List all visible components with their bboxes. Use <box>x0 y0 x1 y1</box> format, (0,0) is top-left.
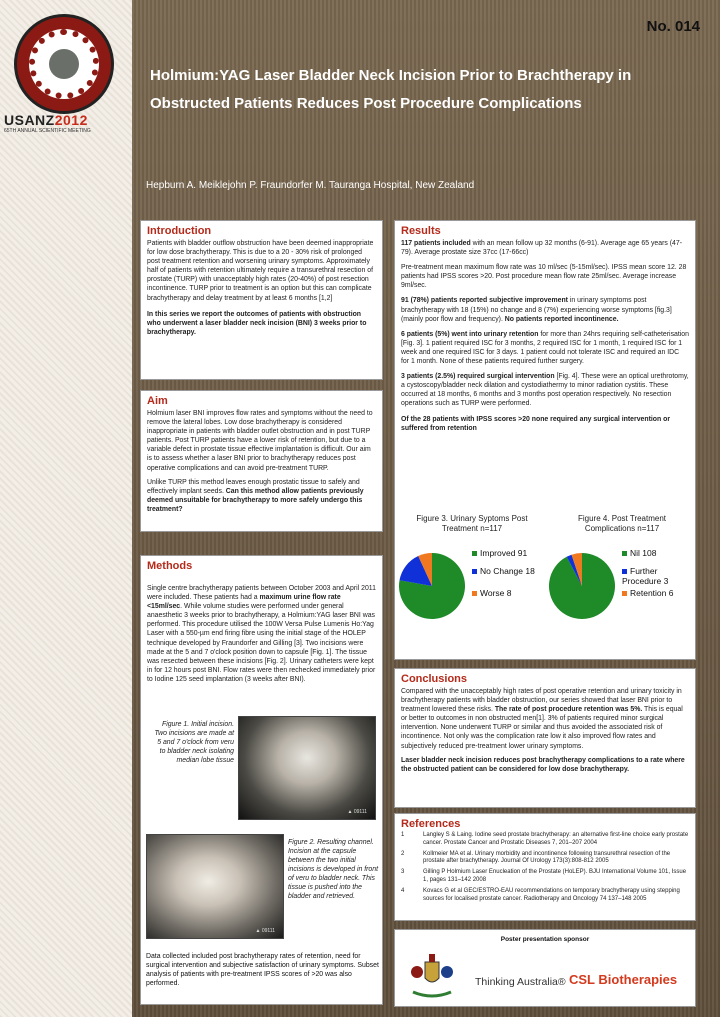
results-ipss-subset: Of the 28 patients with IPSS scores >20 none required any surgical intervention or suffered from retention <box>401 415 671 432</box>
figure-2-endoscopy-photo: ▲ 09111 <box>146 834 284 939</box>
figure-3-legend <box>472 546 538 628</box>
figure-3-legend-label: Worse 8 <box>480 588 512 598</box>
csl-biotherapies-logo: CSL Biotherapies <box>569 972 678 987</box>
figure-3-legend-label: No Change 18 <box>480 566 535 576</box>
coat-of-arms-icon <box>405 948 459 1002</box>
authors: Hepburn A. Meiklejohn P. Fraundorfer M. Tauranga Hospital, New Zealand <box>146 180 475 191</box>
results-heading: Results <box>401 225 441 237</box>
aim-question: Unlike TURP this method leaves enough prostatic tissue to safely and effectively implant seeds. Can this method allow patients previously deemed unsuitable for brachytherapy to more safely undergo this treatment? <box>147 478 364 513</box>
legend-swatch-icon <box>472 591 477 596</box>
methods-data-collection: Data collected included post brachytherapy rates of retention, need for surgical intervention and subjective satisfaction of urinary symptoms. Subset analysis of patients with pre-treatment IPSS scores of >20 was also performed. <box>146 953 379 987</box>
legend-swatch-icon <box>622 591 627 596</box>
figure-4-title: Figure 4. Post Treatment Complications n=117 <box>577 514 667 533</box>
aim-paragraph: Holmium laser BNI improves flow rates and symptoms without the need to remove the lateral lobes. Low dose brachytherapy is considered inappropriate in patients with bladder outlet obstruction and in post TURP patients. Post TURP patients have a lower risk of retention, but due to a variable defect in prostate tissue effective implantation is difficult. Our aim is to assess whether a laser BNI prior to brachytherapy reduces post operative complications and can avoid pre-treatment TURP. <box>147 410 373 472</box>
figure-3-legend-item <box>472 566 536 576</box>
conclusions-panel <box>394 668 696 808</box>
reference-item: 3 Gilling P Holmium Laser Enucleation of the Prostate (HoLEP). BJU International Volume 101, Issue 1, pages 131–142 2008 <box>401 869 687 883</box>
introduction-summary: In this series we report the outcomes of patients with obstruction who underwent a laser bladder neck incision (BNI) 3 weeks prior to brachytherapy. <box>147 310 367 336</box>
usanz-logo-icon <box>14 14 114 114</box>
figure-2-caption: Figure 2. Resulting channel. Incision at the capsule between the two initial incisions is developed in front of veru to bladder neck. This tissue is pushed into the bladder and retrieved. <box>288 839 379 900</box>
references-panel <box>394 813 696 921</box>
methods-paragraph: Single centre brachytherapy patients between October 2003 and April 2011 were included. These patients had a maximum urine flow rate <15ml/sec. While volume studies were performed under general anaesthetic 3 weeks prior to brachytherapy, a Holmium:YAG laser BNI was performed. This procedure utilised the 100W Versa Pulse Lumenis Ho:Yag Laser with a 550-µm end firing fibre using the initial stage of the HOLEP technique developed by Fraundorfer and Gilling [3]. Two incisions were made at the 5 and 7 o'clock position down to capsule [Fig. 1]. The tissue was resected between these incisions [Fig. 2]. Urinary catheters were kept in for 12 hours post BNI. Flow rates were then rechecked immediately prior to Iodine 125 seed implantation (3 weeks after BNI). <box>147 585 376 683</box>
figure-1-caption: Figure 1. Initial incision. Two incisions are made at 5 and 7 o'clock from veru to bladder neck isolating median lobe tissue <box>154 721 234 764</box>
conclusions-heading: Conclusions <box>401 673 468 685</box>
sponsor-panel <box>394 929 696 1007</box>
logo-subtitle: 65TH ANNUAL SCIENTIFIC MEETING <box>4 128 91 134</box>
figure-3-legend-item <box>472 588 536 598</box>
figure-4-legend-item <box>622 548 688 558</box>
results-retention: 6 patients (5%) went into urinary retention for more than 24hrs requiring self-catheterisation [Fig. 3]. 1 patient required ISC for 3 months, 2 required ISC for 1 month, 1 required ISC for 1 week and one required ISC for 3 days. 1 patient could not tolerate ISC and required an IDC for 1 month. None of these patients required further surgery. <box>401 330 689 366</box>
aim-panel <box>140 390 383 532</box>
results-patients: 117 patients included with an mean follow up 32 months (6-91). Average age 65 years (47-79). Average prostate size 37cc (17-66cc) <box>401 240 683 257</box>
figure-3-legend-item <box>472 548 536 558</box>
figure-3-pie-chart <box>396 546 540 628</box>
legend-swatch-icon <box>472 551 477 556</box>
conclusions-paragraph: Compared with the unacceptably high rates of post operative retention and urinary toxicity in brachytherapy patients with bladder obstruction, our series showed that laser BNI prior to treatment lowered these risks. The rate of post procedure retention was 5%. This is equal or better to outcomes in non obstructed men[1]. 3% of patients required minor surgical intervention. None underwent TURP or similar and thus avoided the associated risk of incontinence. Not only was the complication rate low it also improved flow rates and subjectively reduced pre-treatment lower urinary symptoms. <box>401 688 683 750</box>
reference-item: 4 Kovacs G et al GEC/ESTRO-EAU recommendations on temporary brachytherapy using stepping sources for localised prostate cancer. Radiotherapy and Oncology 74 137–148 2005 <box>401 887 680 902</box>
sponsor-label: Poster presentation sponsor <box>500 936 590 943</box>
thinking-australia-logo: Thinking Australia® <box>475 976 566 988</box>
poster-title <box>150 62 690 118</box>
legend-swatch-icon <box>472 569 477 574</box>
results-flow-rates: Pre-treatment mean maximum flow rate was 10 ml/sec (5-15ml/sec). IPSS mean score 12. 28 patients had IPSS scores >20. Post procedure mean flow rate 25ml/sec. Average increase 9ml/sec. <box>401 264 687 290</box>
poster-number: No. 014 <box>646 18 700 35</box>
conclusions-summary: Laser bladder neck incision reduces post brachytherapy complications to a rate where the obstructed patient can be considered for low dose brachytherapy. <box>401 756 685 773</box>
aim-heading: Aim <box>147 395 168 407</box>
figure-4-legend-label: Retention 6 <box>630 588 674 598</box>
figure-4-legend-label: Nil 108 <box>630 548 657 558</box>
references-list <box>401 832 689 903</box>
introduction-panel <box>140 220 383 380</box>
logo-wordmark: USANZ2012 <box>4 112 88 128</box>
introduction-paragraph: Patients with bladder outflow obstruction have been deemed inappropriate for low dose brachytherapy. This is due to a 20 - 30% risk of prolonged post treatment retention and worsening urinary symptoms. Approximately half of patients with retention ultimately require a transurethral resection of prostate (TURP) with unacceptably high rates (20-40%) of post resection incontinence. TURP prior to treatment is an option but this can complicate brachytherapy and delay treatment by at least 6 months [1,2] <box>147 240 374 302</box>
legend-swatch-icon <box>622 551 627 556</box>
figure-4-legend <box>622 546 690 628</box>
figure-4-pie-chart <box>546 546 692 628</box>
title-line-2: Obstructed Patients Reduces Post Procedure Complications <box>150 95 582 112</box>
introduction-heading: Introduction <box>147 225 212 237</box>
figure-4-legend-item <box>622 588 688 598</box>
legend-swatch-icon <box>622 569 627 574</box>
figure-3-title: Figure 3. Urinary Syptoms Post Treatment n=117 <box>416 514 528 533</box>
reference-item: 2 Kollmeier MA et al. Urinary morbidity and incontinence following transurethral resection of the prostate after brachytherapy. Journal Of Urology 173(3):808-812 2005 <box>401 850 671 865</box>
results-intervention: 3 patients (2.5%) required surgical intervention [Fig. 4]. These were an optical urethrotomy, a cystoscopy/bladder neck dilation and cystodiathermy to minor radiation cystitis. These occurred at 18 months, 6 months and 3 months post operation respectively. No resection operations such as TURP were performed. <box>401 373 689 408</box>
figure-3-legend-label: Improved 91 <box>480 548 528 558</box>
logo-year: 2012 <box>54 112 88 128</box>
title-line-1: Holmium:YAG Laser Bladder Neck Incision Prior to Brachtherapy in <box>150 67 632 84</box>
figure-4-legend-label: Further Procedure 3 <box>622 566 669 586</box>
figure-4-legend-item <box>622 566 688 586</box>
results-symptoms: 91 (78%) patients reported subjective improvement in urinary symptoms post brachytherapy with 18 (15%) no change and 8 (7%) experiencing worse symptoms [fig.3] (mainly poor flow and frequency). No patients reported incontinence. <box>401 297 672 323</box>
figure-1-endoscopy-photo: ▲ 09111 <box>238 716 376 820</box>
methods-heading: Methods <box>147 560 193 572</box>
left-banner <box>0 0 132 1017</box>
reference-item: 1 Langley S & Laing. Iodine seed prostate brachytherapy: an alternative first-line choice early prostate cancer. Prostate Cancer and Prostatic Diseases 7, 201–207 2004 <box>401 832 689 846</box>
references-heading: References <box>401 818 461 830</box>
